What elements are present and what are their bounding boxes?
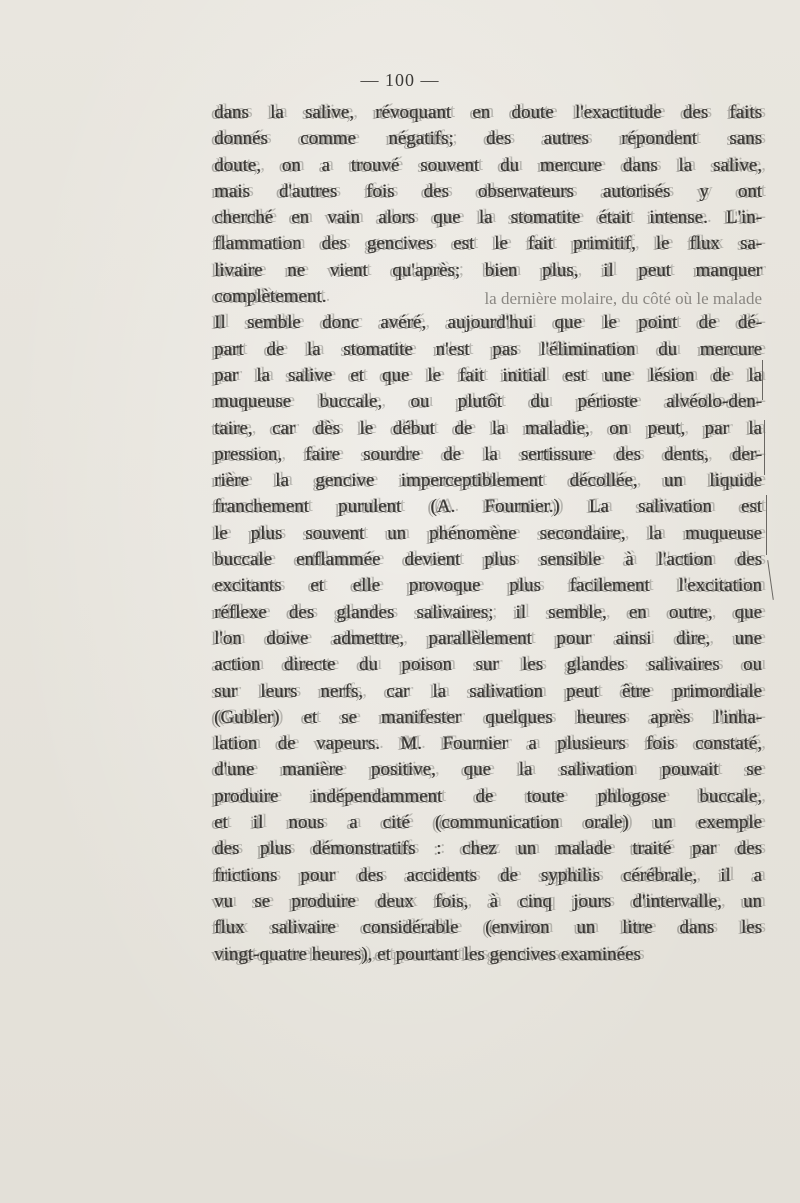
- text-line: réflexe des glandes salivaires; il semble, en outre, que: [214, 601, 762, 623]
- text-line: sur leurs nerfs, car la salivation peut être primordiale: [214, 680, 762, 702]
- text-line: pression, faire sourdre de la sertissure des dents, der-: [214, 443, 762, 465]
- text-line: lation de vapeurs. M. Fournier a plusieurs fois constaté,: [214, 733, 762, 755]
- text-line: produire indépendamment de toute phlogose buccale,: [214, 785, 762, 807]
- text-line: doute, on a trouvé souvent du mercure dans la salive,: [214, 154, 762, 176]
- text-line: mais d'autres fois des observateurs autorisés y ont: [214, 180, 762, 202]
- text-line: rière la gencive imperceptiblement décollée, un liquide: [214, 470, 762, 492]
- text-line: buccale enflammée devient plus sensible à l'action des: [214, 549, 762, 571]
- page-number: — 100 —: [360, 70, 440, 90]
- text-line: et il nous a cité (communication orale) un exemple: [214, 812, 762, 834]
- margin-stroke: [767, 560, 774, 600]
- text-line: cherché en vain alors que la stomatite était intense. L'in-: [214, 207, 762, 229]
- body-text: [214, 100, 762, 968]
- bleed-through-text: la dernière molaire, du côté où le malade: [484, 289, 762, 309]
- text-line: taire, car dès le début de la maladie, on peut, par la: [214, 417, 762, 439]
- text-line: flux salivaire considérable (environ un litre dans les: [214, 917, 762, 939]
- text-line: livaire ne vient qu'après; bien plus, il peut manquer: [214, 259, 762, 281]
- text-line: le plus souvent un phénomène secondaire, la muqueuse: [214, 522, 762, 544]
- text-line: franchement purulent (A. Fournier.) La salivation est: [214, 496, 762, 518]
- text-line: part de la stomatite n'est pas l'élimination du mercure: [214, 338, 762, 360]
- text-line: Il semble donc avéré, aujourd'hui que le point de dé-: [214, 312, 762, 334]
- text-line: des plus démonstratifs : chez un malade traité par des: [214, 838, 762, 860]
- text-line: d'une manière positive, que la salivation pouvait se: [214, 759, 762, 781]
- text-line: par la salive et que le fait initial est une lésion de la: [214, 364, 762, 386]
- margin-marks: [760, 360, 780, 600]
- text-line: frictions pour des accidents de syphilis cérébrale, il a: [214, 864, 762, 886]
- text-line: muqueuse buccale, ou plutôt du périoste alvéolo-den-: [214, 391, 762, 413]
- text-line: dans la salive, révoquant en doute l'exactitude des faits: [214, 102, 762, 123]
- text-line: excitants et elle provoque plus facilement l'excitation: [214, 575, 762, 597]
- margin-stroke: [762, 360, 763, 400]
- text-line: flammation des gencives est le fait primitif, le flux sa-: [214, 233, 762, 255]
- text-line: donnés comme négatifs; des autres répondent sans: [214, 128, 762, 150]
- margin-stroke: [764, 420, 765, 475]
- text-line: vingt-quatre heures), et pourtant les gencives examinées: [214, 943, 641, 965]
- text-line: vu se produire deux fois, à cinq jours d'intervalle, un: [214, 890, 762, 912]
- text-line: action directe du poison sur les glandes salivaires ou: [214, 654, 762, 676]
- text-line: complètement.: [214, 286, 327, 308]
- margin-stroke: [766, 495, 767, 555]
- text-line: (Gubler) et se manifester quelques heures après l'inha-: [214, 706, 762, 728]
- paragraph-end-row: [214, 284, 762, 310]
- text-line: l'on doive admettre, parallèlement pour ainsi dire, une: [214, 627, 762, 649]
